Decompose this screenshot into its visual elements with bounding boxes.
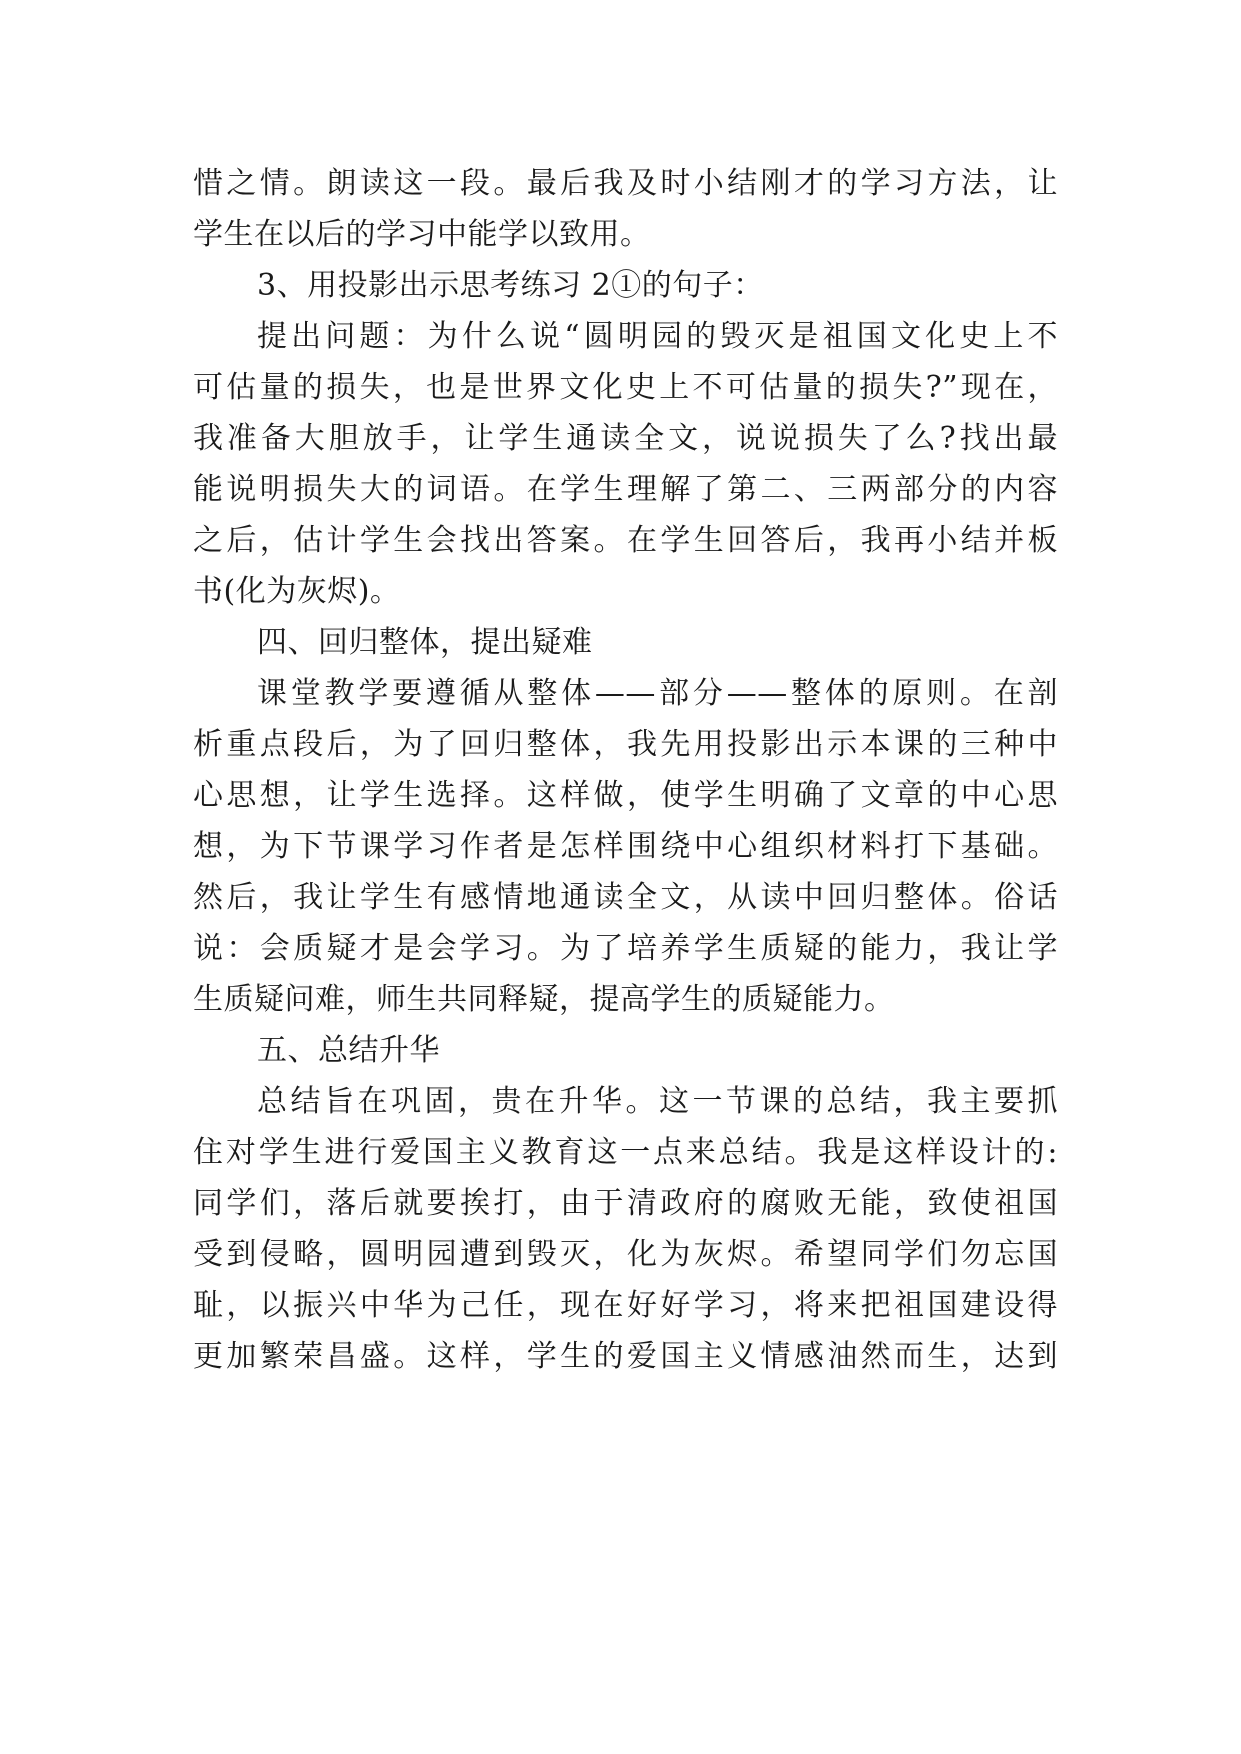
text-line: 受到侵略，圆明园遭到毁灭，化为灰烬。希望同学们勿忘国 <box>193 1237 1058 1272</box>
text-line: 提出问题：为什么说“圆明园的毁灭是祖国文化史上不 <box>257 319 1058 354</box>
text-line: 可估量的损失，也是世界文化史上不可估量的损失?”现在， <box>193 370 1058 405</box>
text-line: 课堂教学要遵循从整体——部分——整体的原则。在剖 <box>257 676 1058 711</box>
text-line: 之后，估计学生会找出答案。在学生回答后，我再小结并板 <box>193 523 1058 558</box>
section-heading: 五、总结升华 <box>257 1033 440 1068</box>
text-line: 然后，我让学生有感情地通读全文，从读中回归整体。俗话 <box>193 880 1058 915</box>
text-line: 析重点段后，为了回归整体，我先用投影出示本课的三种中 <box>193 727 1058 762</box>
text-line: 生质疑问难，师生共同释疑，提高学生的质疑能力。 <box>193 982 895 1017</box>
text-line: 学生在以后的学习中能学以致用。 <box>193 217 651 252</box>
text-line: 更加繁荣昌盛。这样，学生的爱国主义情感油然而生，达到 <box>193 1339 1058 1374</box>
text-line: 耻，以振兴中华为己任，现在好好学习，将来把祖国建设得 <box>193 1288 1058 1323</box>
text-line: 惜之情。朗读这一段。最后我及时小结刚才的学习方法，让 <box>193 166 1058 201</box>
section-heading: 四、回归整体，提出疑难 <box>257 625 593 660</box>
text-line: 同学们，落后就要挨打，由于清政府的腐败无能，致使祖国 <box>193 1186 1058 1221</box>
text-line: 想，为下节课学习作者是怎样围绕中心组织材料打下基础。 <box>193 829 1058 864</box>
text-line: 书(化为灰烬)。 <box>193 574 401 609</box>
text-line: 我准备大胆放手，让学生通读全文，说说损失了么?找出最 <box>193 421 1058 456</box>
text-line: 说：会质疑才是会学习。为了培养学生质疑的能力，我让学 <box>193 931 1058 966</box>
text-line: 总结旨在巩固，贵在升华。这一节课的总结，我主要抓 <box>257 1084 1058 1119</box>
document-body <box>193 158 1058 1382</box>
text-line: 能说明损失大的词语。在学生理解了第二、三两部分的内容 <box>193 472 1058 507</box>
text-line: 3、用投影出示思考练习 2①的句子： <box>257 268 764 303</box>
text-line: 心思想，让学生选择。这样做，使学生明确了文章的中心思 <box>193 778 1058 813</box>
text-line: 住对学生进行爱国主义教育这一点来总结。我是这样设计的: <box>193 1135 1058 1170</box>
